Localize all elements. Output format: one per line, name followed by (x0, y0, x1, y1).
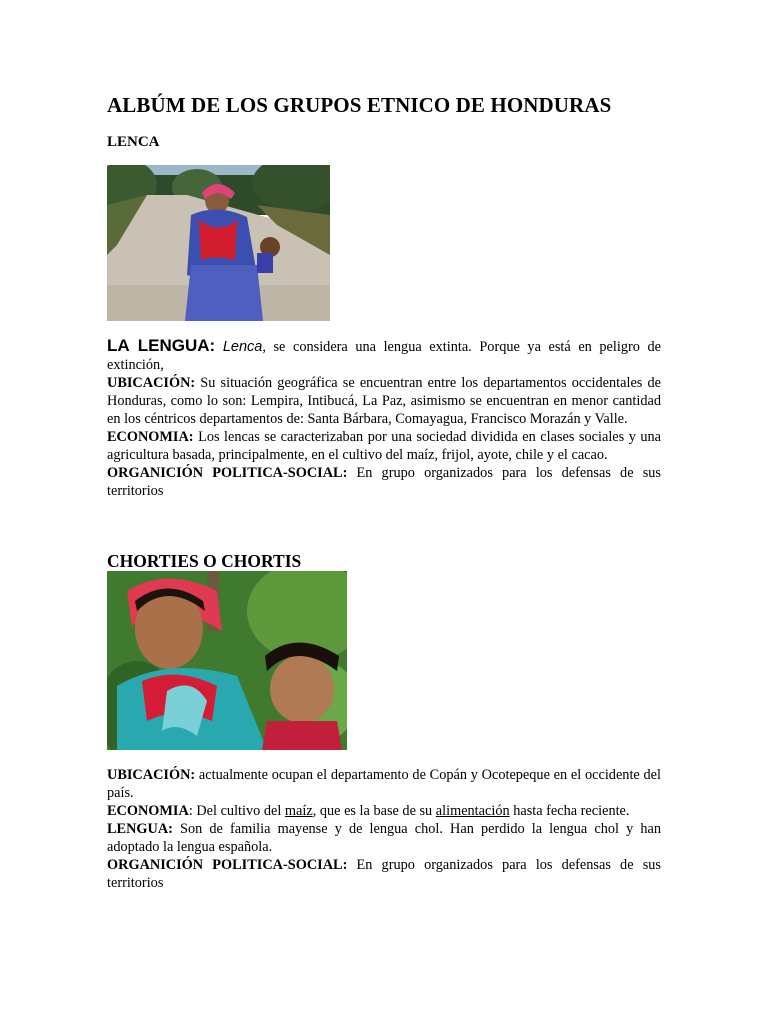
lenca-organizacion-text: En grupo organizados para los defensas de sus territorios (107, 465, 661, 499)
chorti-lengua-text: Son de familia mayense y de lengua chol. Han perdido la lengua chol y han adoptado la lengua española. (107, 821, 661, 855)
chorti-lengua-paragraph (107, 820, 661, 856)
chorti-organizacion-paragraph (107, 856, 661, 892)
lenca-organizacion-label: ORGANICIÓN POLITICA-SOCIAL: (107, 465, 348, 481)
lenca-ubicacion-label: UBICACIÓN: (107, 375, 196, 391)
maiz-link[interactable]: maíz (284, 803, 313, 819)
document-title: ALBÚM DE LOS GRUPOS ETNICO DE HONDURAS (107, 93, 612, 117)
chorti-ubicacion-text: actualmente ocupan el departamento de Copán y Ocotepeque en el occidente del país. (107, 767, 661, 801)
chorti-economia-text-3: hasta fecha reciente. (509, 803, 630, 819)
lenca-lengua-paragraph (107, 337, 661, 374)
lenca-economia-text: Los lencas se caracterizaban por una sociedad dividida en clases sociales y una agricultura basada, principalmente, en el cultivo del maíz, frijol, ayote, chile y el cacao. (107, 429, 661, 463)
chorti-economia-text-1: : Del cultivo del (188, 803, 285, 819)
chorti-ubicacion-label: UBICACIÓN: (107, 767, 196, 783)
lenca-ubicacion-paragraph (107, 374, 661, 428)
lenca-lengua-text: , se considera una lengua extinta. Porque ya está en peligro de extinción, (107, 339, 661, 373)
lenca-organizacion-paragraph (107, 464, 661, 500)
lenca-lengua-italic: Lenca (222, 339, 263, 355)
chorti-description (107, 766, 661, 892)
lenca-economia-label: ECONOMIA: (107, 429, 194, 445)
lenca-ubicacion-text: Su situación geográfica se encuentran entre los departamentos occidentales de Honduras, como lo son: Lempira, Intibucá, La Paz, asimismo se encuentran en menor cantidad en los céntricos departamentos de: Santa Bárbara, Comayagua, Francisco Morazán y Valle. (107, 375, 661, 427)
chorti-organizacion-text: En grupo organizados para los defensas de sus territorios (107, 857, 661, 891)
lenca-heading: LENCA (107, 134, 160, 150)
chorti-woman-photo (107, 571, 347, 750)
chorti-heading: CHORTIES O CHORTIS (107, 551, 302, 571)
chorti-lengua-label: LENGUA: (107, 821, 173, 837)
lenca-economia-paragraph (107, 428, 661, 464)
lenca-lengua-label: LA LENGUA: (107, 336, 216, 355)
alimentacion-link[interactable]: alimentación (435, 803, 510, 819)
chorti-ubicacion-paragraph (107, 766, 661, 802)
lenca-woman-photo (107, 165, 330, 321)
chorti-economia-paragraph (107, 802, 661, 820)
chorti-economia-text-2: , que es la base de su (312, 803, 436, 819)
chorti-economia-label: ECONOMIA (107, 803, 189, 819)
chorti-organizacion-label: ORGANICIÓN POLITICA-SOCIAL: (107, 857, 348, 873)
lenca-description (107, 337, 661, 500)
